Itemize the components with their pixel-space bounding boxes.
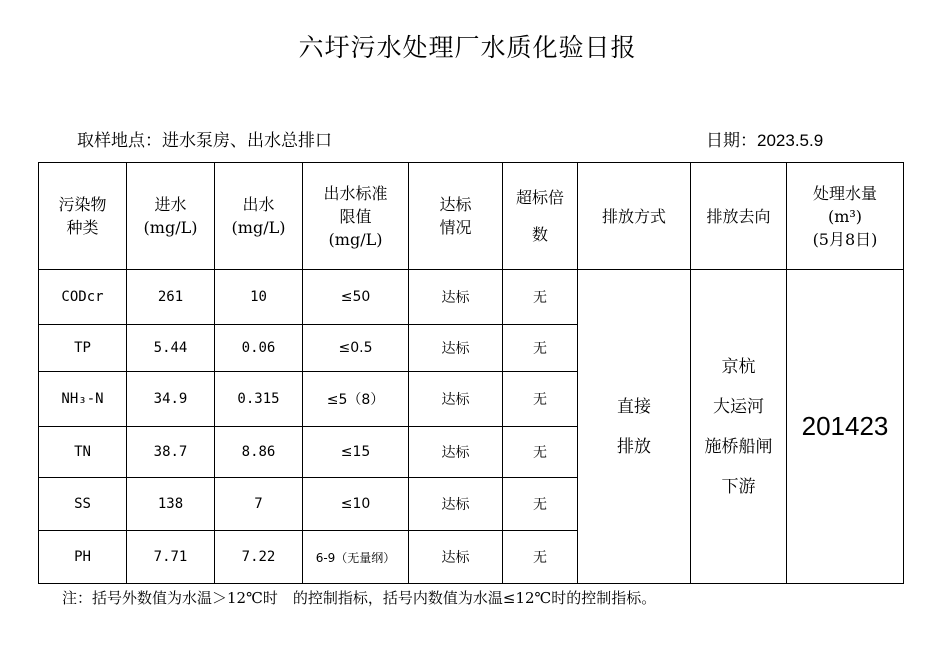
header-treated-volume <box>787 163 904 270</box>
header-compliance-line1: 达标 <box>439 195 472 214</box>
discharge-method-line1: 直接 <box>617 396 651 417</box>
cell-exceed: 无 <box>503 325 578 372</box>
cell-exceed: 无 <box>503 531 578 584</box>
cell-outflow: 7.22 <box>215 531 303 584</box>
report-date: 日期：2023.5.9 <box>706 131 824 150</box>
cell-outflow: 7 <box>215 478 303 531</box>
destination-line2: 大运河 <box>713 396 764 417</box>
header-pollutant-line1: 污染物 <box>58 195 107 214</box>
cell-treated-volume: 201423 <box>787 270 904 584</box>
cell-standard: ≤15 <box>303 427 409 478</box>
cell-outflow: 8.86 <box>215 427 303 478</box>
header-standard-line2: 限值 <box>339 206 372 226</box>
cell-compliance: 达标 <box>409 478 503 531</box>
header-volume-line1: 处理水量 <box>812 183 877 203</box>
header-discharge-method: 排放方式 <box>578 163 691 270</box>
cell-pollutant: PH <box>39 531 127 584</box>
header-standard-line1: 出水标准 <box>323 183 388 203</box>
header-inflow <box>127 163 215 270</box>
cell-inflow: 138 <box>127 478 215 531</box>
cell-outflow: 0.315 <box>215 372 303 427</box>
header-compliance-line2: 情况 <box>439 218 472 237</box>
cell-standard: ≤50 <box>303 270 409 325</box>
header-outflow-line2: (mg/L) <box>231 218 286 237</box>
cell-discharge-method <box>578 270 691 584</box>
cell-inflow: 261 <box>127 270 215 325</box>
header-volume-line2: (m³) <box>827 206 863 226</box>
cell-compliance: 达标 <box>409 427 503 478</box>
cell-exceed: 无 <box>503 478 578 531</box>
cell-pollutant: TP <box>39 325 127 372</box>
header-exceed-line2: 数 <box>531 225 548 244</box>
cell-pollutant: TN <box>39 427 127 478</box>
header-inflow-line1: 进水 <box>154 195 187 214</box>
cell-exceed: 无 <box>503 427 578 478</box>
cell-standard: 6-9（无量纲） <box>303 531 409 584</box>
header-pollutant-line2: 种类 <box>66 218 99 237</box>
sampling-location: 取样地点：进水泵房、出水总排口 <box>77 131 332 151</box>
discharge-method-line2: 排放 <box>617 436 651 457</box>
header-exceed-line1: 超标倍 <box>515 188 564 207</box>
table-row <box>39 270 904 325</box>
header-standard <box>303 163 409 270</box>
cell-standard: ≤5（8） <box>303 372 409 427</box>
cell-exceed: 无 <box>503 372 578 427</box>
header-outflow <box>215 163 303 270</box>
header-compliance <box>409 163 503 270</box>
header-standard-line3: (mg/L) <box>328 229 383 249</box>
cell-pollutant: SS <box>39 478 127 531</box>
cell-discharge-destination <box>691 270 787 584</box>
header-pollutant <box>39 163 127 270</box>
cell-pollutant: CODcr <box>39 270 127 325</box>
cell-exceed: 无 <box>503 270 578 325</box>
cell-compliance: 达标 <box>409 531 503 584</box>
header-outflow-line1: 出水 <box>242 195 275 214</box>
cell-inflow: 7.71 <box>127 531 215 584</box>
cell-compliance: 达标 <box>409 270 503 325</box>
cell-standard: ≤0.5 <box>303 325 409 372</box>
header-row <box>39 163 904 270</box>
cell-compliance: 达标 <box>409 372 503 427</box>
water-quality-table <box>38 162 904 584</box>
cell-outflow: 10 <box>215 270 303 325</box>
cell-compliance: 达标 <box>409 325 503 372</box>
cell-pollutant: NH₃-N <box>39 372 127 427</box>
footnote: 注：括号外数值为水温＞12℃时 的控制指标，括号内数值为水温≤12℃时的控制指标。 <box>62 589 657 607</box>
header-exceed <box>503 163 578 270</box>
destination-line3: 施桥船闸 <box>704 436 773 457</box>
destination-line1: 京杭 <box>721 356 756 377</box>
header-volume-line3: (5月8日) <box>812 229 878 249</box>
destination-line4: 下游 <box>721 476 756 497</box>
cell-inflow: 38.7 <box>127 427 215 478</box>
cell-inflow: 5.44 <box>127 325 215 372</box>
header-inflow-line2: (mg/L) <box>143 218 198 237</box>
cell-outflow: 0.06 <box>215 325 303 372</box>
header-discharge-destination: 排放去向 <box>691 163 787 270</box>
cell-inflow: 34.9 <box>127 372 215 427</box>
report-title: 六圩污水处理厂水质化验日报 <box>298 33 637 62</box>
cell-standard: ≤10 <box>303 478 409 531</box>
